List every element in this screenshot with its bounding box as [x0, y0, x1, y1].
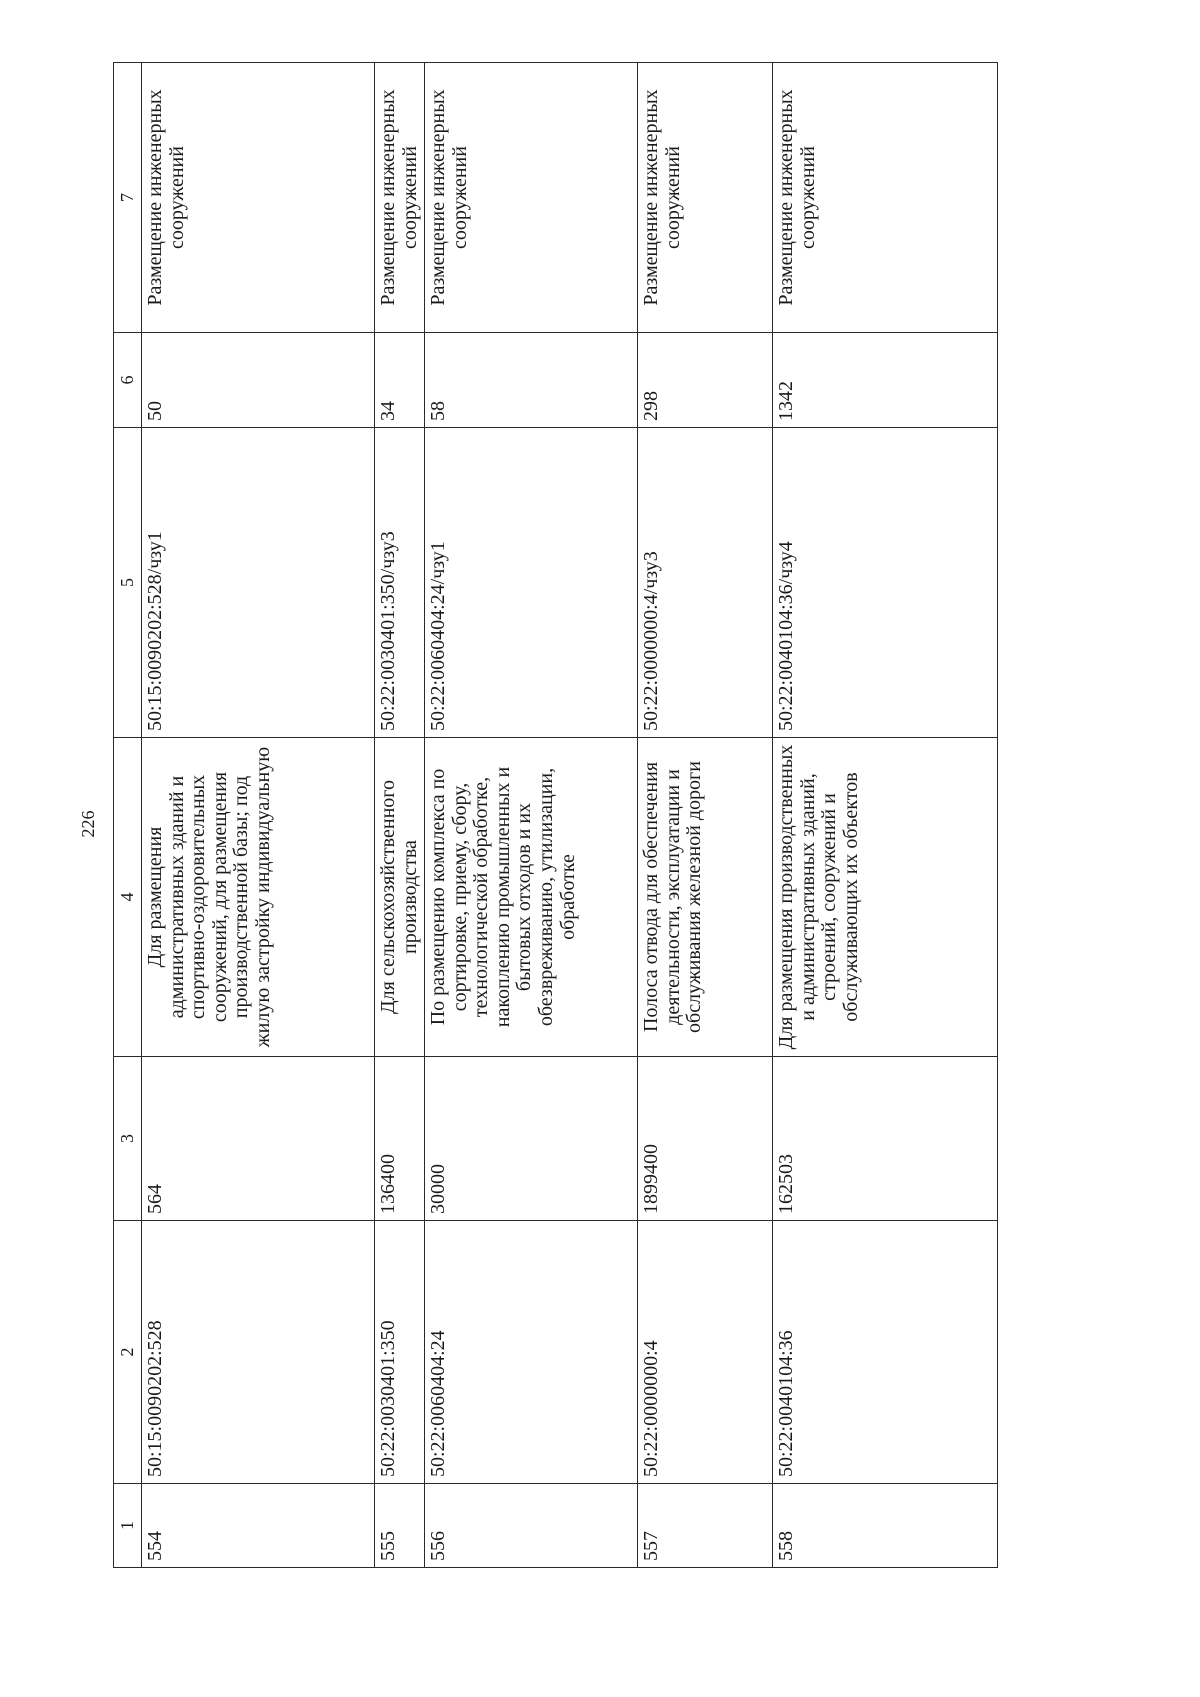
zone-area-cell: 34: [375, 333, 425, 428]
table-row: [773, 63, 998, 1568]
zone-area-cell: 1342: [773, 333, 998, 428]
row-number-cell: 558: [773, 1484, 998, 1568]
cadastral-number-cell: 50:22:0060404:24: [425, 1221, 638, 1484]
purpose-cell: Размещение инженерных сооружений: [142, 63, 375, 333]
table-row: [638, 63, 773, 1568]
row-number-cell: 557: [638, 1484, 773, 1568]
plot-area-cell: 1899400: [638, 1057, 773, 1221]
permitted-use-cell: Полоса отвода для обеспечения деятельности, эксплуатации и обслуживания железной дороги: [638, 738, 773, 1057]
page-number: 226: [78, 810, 98, 838]
permitted-use-cell: Для размещения административных зданий и спортивно-оздоровительных сооружений, для размещения производственной базы; под жилую застройку индивидуальную: [142, 738, 375, 1057]
purpose-cell: Размещение инженерных сооружений: [773, 63, 998, 333]
zone-number-cell: 50:22:0060404:24/чзу1: [425, 428, 638, 738]
cadastral-number-cell: 50:15:0090202:528: [142, 1221, 375, 1484]
header-row: [114, 63, 142, 1568]
zone-number-cell: 50:22:0000000:4/чзу3: [638, 428, 773, 738]
permitted-use-cell: По размещению комплекса по сортировке, приему, сбору, технологической обработке, накоплению промышленных и бытовых отходов и их обезвреживанию, утилизации, обработке: [425, 738, 638, 1057]
header-cell-7: 7: [114, 63, 142, 333]
purpose-cell: Размещение инженерных сооружений: [425, 63, 638, 333]
purpose-cell: Размещение инженерных сооружений: [638, 63, 773, 333]
header-cell-4: 4: [114, 738, 142, 1057]
zone-area-cell: 50: [142, 333, 375, 428]
table-row: [425, 63, 638, 1568]
permitted-use-cell: Для сельскохозяйственного производства: [375, 738, 425, 1057]
header-cell-3: 3: [114, 1057, 142, 1221]
plot-area-cell: 564: [142, 1057, 375, 1221]
plot-area-cell: 136400: [375, 1057, 425, 1221]
land-plots-table: [113, 62, 998, 1568]
plot-area-cell: 30000: [425, 1057, 638, 1221]
row-number-cell: 554: [142, 1484, 375, 1568]
row-number-cell: 556: [425, 1484, 638, 1568]
header-cell-6: 6: [114, 333, 142, 428]
purpose-cell: Размещение инженерных сооружений: [375, 63, 425, 333]
zone-area-cell: 58: [425, 333, 638, 428]
table-row: [142, 63, 375, 1568]
cadastral-number-cell: 50:22:0040104:36: [773, 1221, 998, 1484]
zone-number-cell: 50:22:0030401:350/чзу3: [375, 428, 425, 738]
permitted-use-cell: Для размещения производственных и административных зданий, строений, сооружений и обслуживающих их объектов: [773, 738, 998, 1057]
zone-number-cell: 50:22:0040104:36/чзу4: [773, 428, 998, 738]
zone-number-cell: 50:15:0090202:528/чзу1: [142, 428, 375, 738]
table-rotator: [113, 63, 997, 1568]
cadastral-number-cell: 50:22:0030401:350: [375, 1221, 425, 1484]
cadastral-number-cell: 50:22:0000000:4: [638, 1221, 773, 1484]
header-cell-1: 1: [114, 1484, 142, 1568]
row-number-cell: 555: [375, 1484, 425, 1568]
zone-area-cell: 298: [638, 333, 773, 428]
header-cell-2: 2: [114, 1221, 142, 1484]
table-row: [375, 63, 425, 1568]
header-cell-5: 5: [114, 428, 142, 738]
plot-area-cell: 162503: [773, 1057, 998, 1221]
